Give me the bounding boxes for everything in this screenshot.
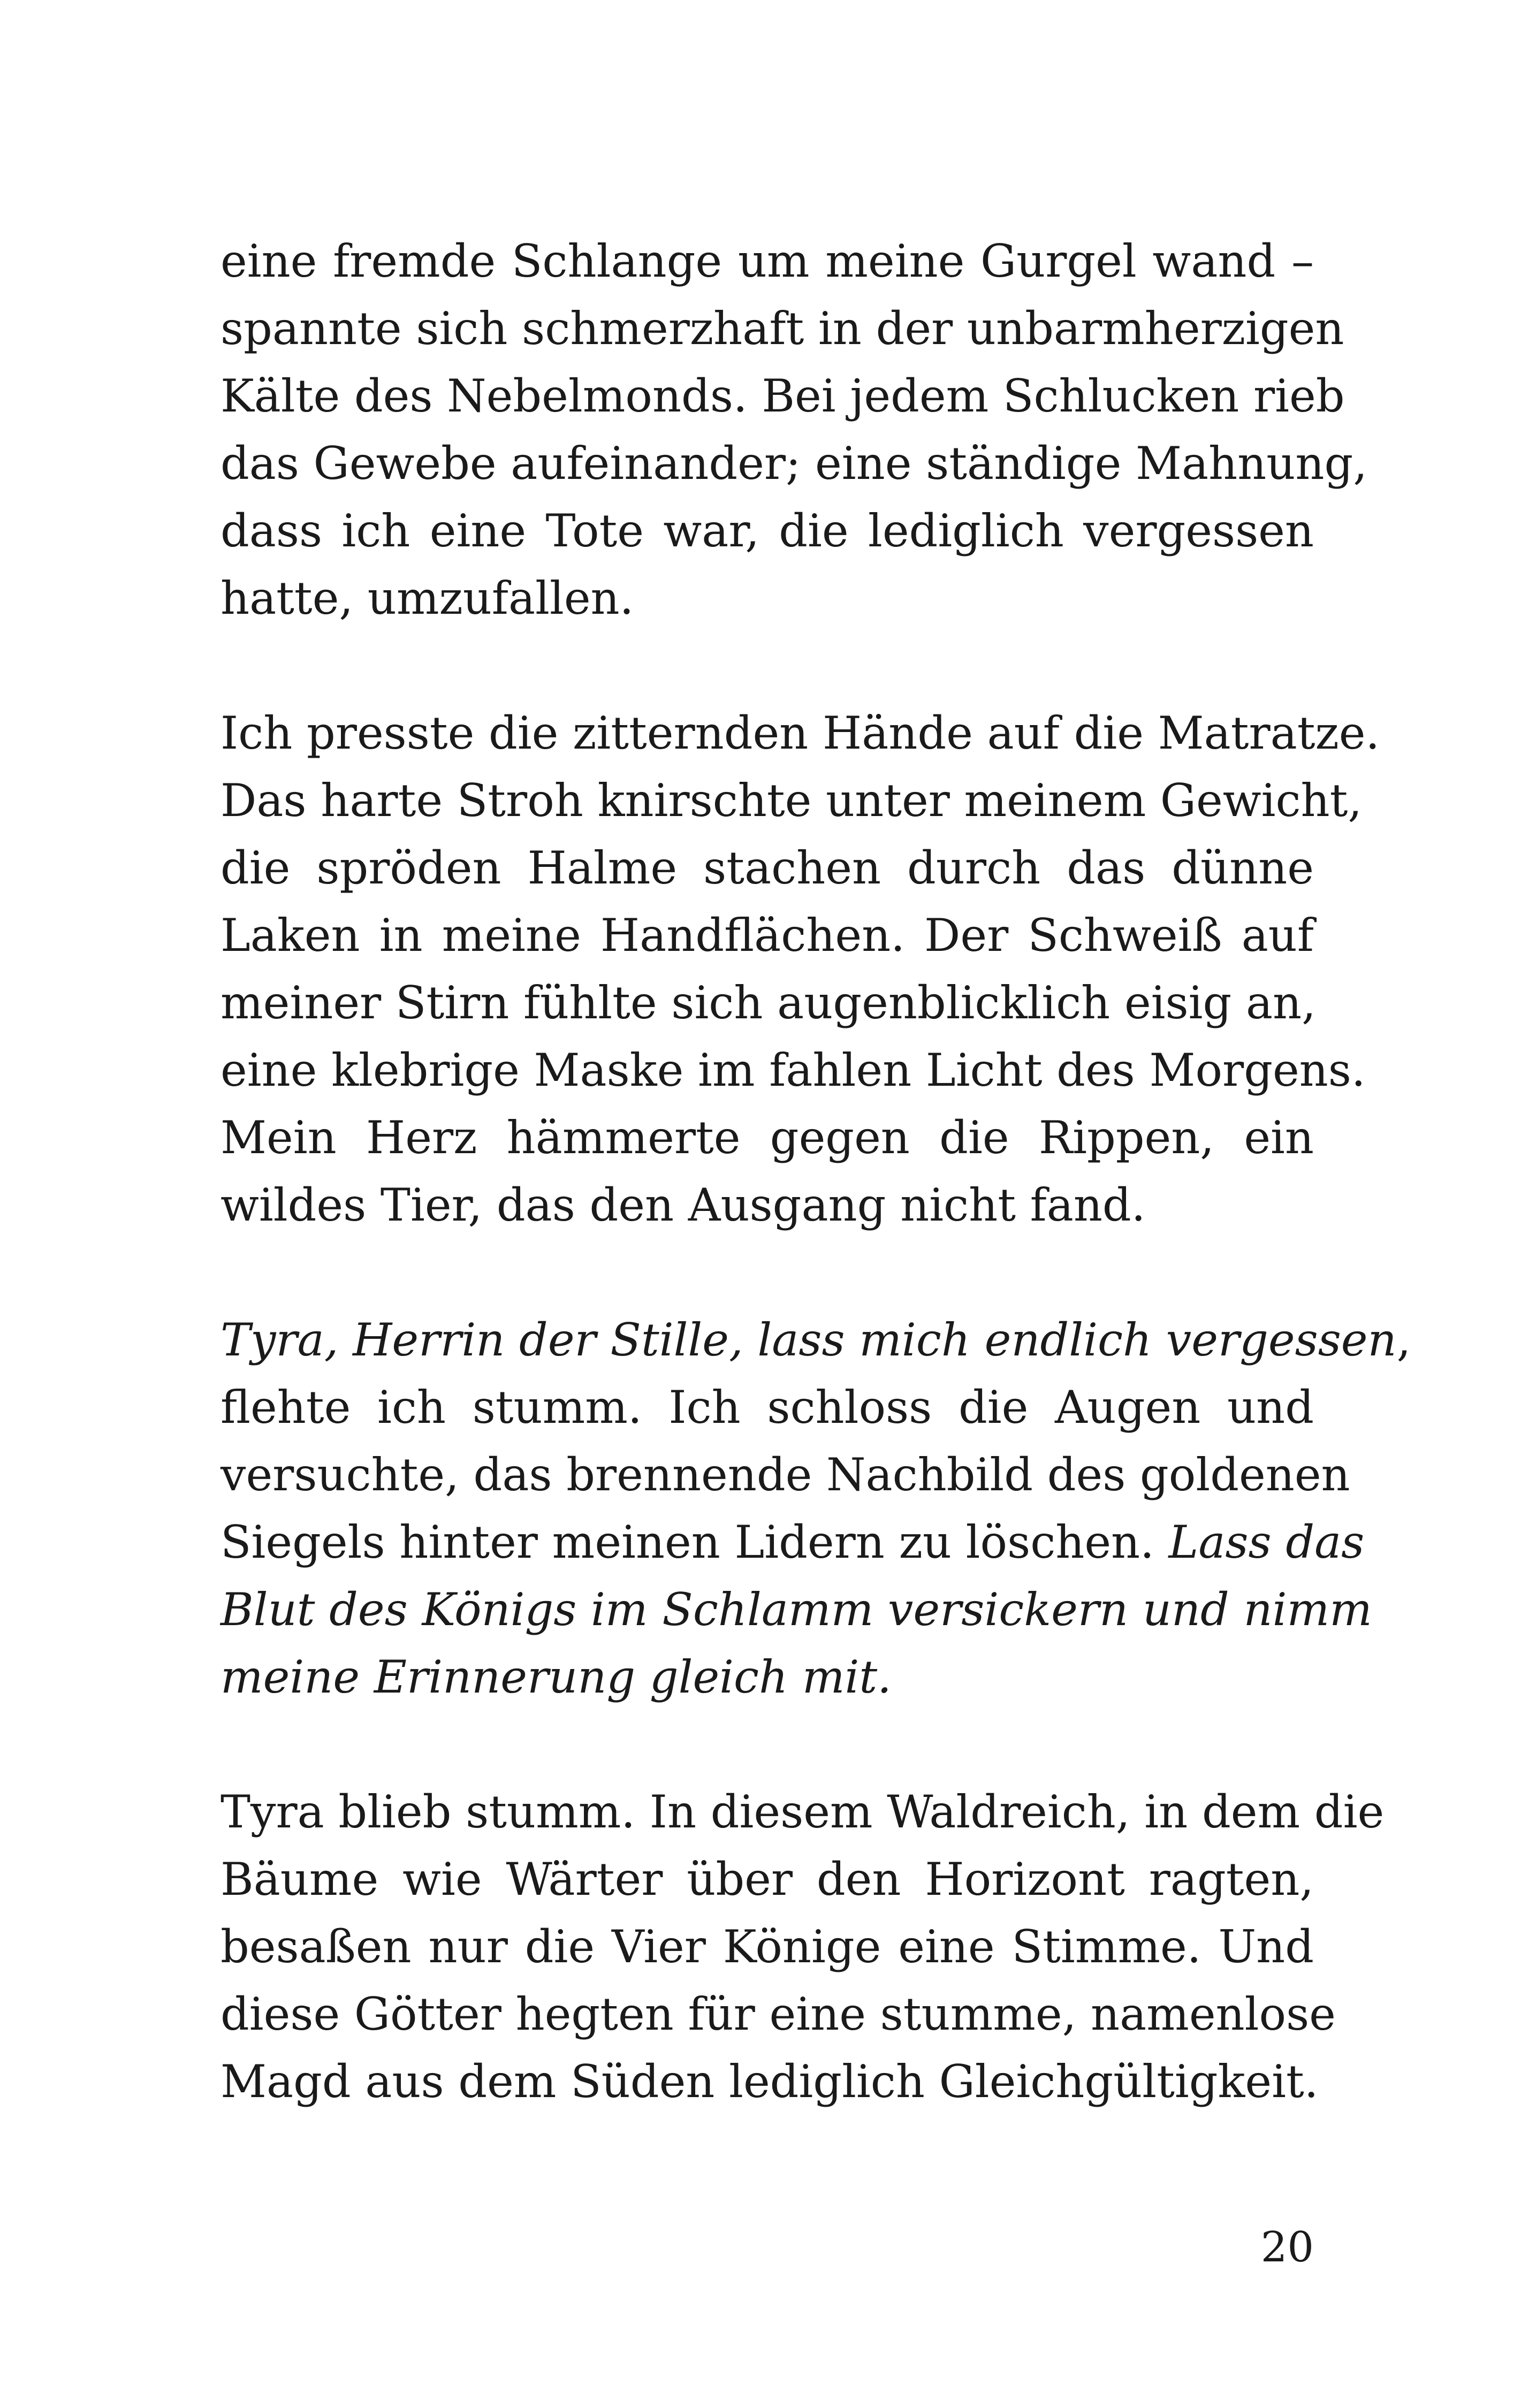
text-line [220, 1643, 1314, 1711]
text-line [220, 1037, 1366, 1104]
text-run: versuchte, das brennende Nachbild des goldenen [220, 1449, 1350, 1501]
text-run: Tyra blieb stumm. In diesem Waldreich, in dem die [220, 1786, 1385, 1838]
text-run: hatte, umzufallen. [220, 572, 634, 624]
text-run: wildes Tier, das den Ausgang nicht fand. [220, 1179, 1146, 1231]
text-line [220, 1306, 1411, 1374]
text-line [220, 1171, 1314, 1239]
text-line [220, 362, 1345, 430]
page-number: 20 [1260, 2223, 1314, 2272]
italic-text: Tyra, Herrin der Stille, lass mich endlich vergessen [220, 1314, 1397, 1366]
text-run: Siegels hinter meinen Lidern zu löschen. [220, 1516, 1169, 1568]
text-run: Kälte des Nebelmonds. Bei jedem Schlucken rieb [220, 370, 1345, 422]
text-line [220, 699, 1380, 767]
text-line [220, 1913, 1314, 1980]
text-line [220, 430, 1367, 497]
text-run: meiner Stirn fühlte sich augenblicklich eisig an, [220, 977, 1316, 1029]
text-line [220, 902, 1314, 969]
text-run: dass ich eine Tote war, die lediglich vergessen [220, 505, 1314, 557]
italic-text: Blut des Königs im Schlamm versickern und nimm [220, 1583, 1372, 1636]
body-text [220, 227, 1411, 2183]
text-run: besaßen nur die Vier Könige eine Stimme. Und [220, 1921, 1314, 1973]
text-line [220, 1778, 1385, 1846]
text-line [220, 1104, 1314, 1171]
text-run: die spröden Halme stachen durch das dünne [220, 842, 1314, 894]
text-line [220, 1576, 1372, 1643]
text-line [220, 834, 1314, 902]
text-line [220, 1508, 1365, 1576]
text-run: Laken in meine Handflächen. Der Schweiß auf [220, 909, 1314, 962]
text-run: das Gewebe aufeinander; eine ständige Mahnung, [220, 437, 1367, 490]
text-run: eine fremde Schlange um meine Gurgel wand – [220, 235, 1314, 287]
text-line [220, 497, 1314, 565]
text-run: flehte ich stumm. Ich schloss die Augen und [220, 1381, 1314, 1434]
text-run: spannte sich schmerzhaft in der unbarmherzigen [220, 302, 1344, 355]
text-run: Das harte Stroh knirschte unter meinem Gewicht, [220, 774, 1363, 827]
paragraph [220, 699, 1380, 1239]
paragraph [220, 1306, 1411, 1711]
text-line [220, 1441, 1350, 1508]
text-run: Mein Herz hämmerte gegen die Rippen, ein [220, 1111, 1314, 1164]
italic-text: meine Erinnerung gleich mit. [220, 1651, 892, 1703]
text-run: , [1396, 1314, 1411, 1366]
text-line [220, 1374, 1314, 1441]
text-run: Magd aus dem Süden lediglich Gleichgültigkeit. [220, 2055, 1319, 2108]
text-line [220, 227, 1314, 295]
paragraph [220, 1778, 1385, 2115]
text-line [220, 565, 1314, 632]
text-line [220, 969, 1314, 1037]
text-run: diese Götter hegten für eine stumme, namenlose [220, 1988, 1336, 2040]
text-line [220, 1846, 1314, 1913]
text-line [220, 295, 1344, 362]
text-run: Ich presste die zitternden Hände auf die Matratze. [220, 707, 1380, 759]
text-line [220, 1980, 1336, 2048]
paragraph [220, 227, 1367, 632]
text-run: eine klebrige Maske im fahlen Licht des Morgens. [220, 1044, 1366, 1096]
italic-text: Lass das [1168, 1516, 1365, 1568]
text-run: Bäume wie Wärter über den Horizont ragten, [220, 1853, 1314, 1906]
text-line [220, 767, 1363, 834]
text-line [220, 2048, 1319, 2115]
